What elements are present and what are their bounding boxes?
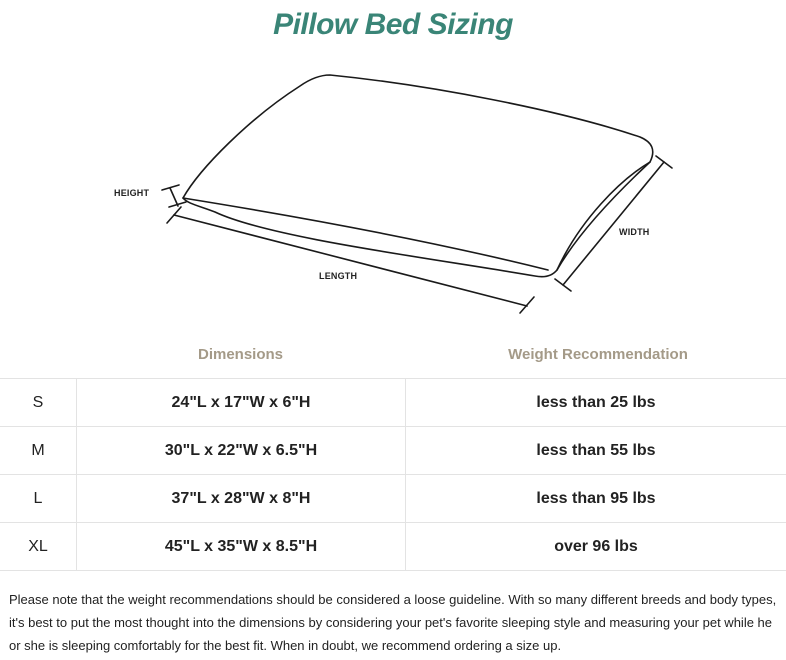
weight-cell: less than 25 lbs <box>406 379 786 427</box>
sizing-note: Please note that the weight recommendations should be considered a loose guideline. With so many different breeds and body types, it's best to put the most thought into the dimensions by considering your pet's favorite sleeping style and measuring your pet while he or she is sleeping comfortably for the best fit. When in doubt, we recommend ordering a size up. <box>9 592 777 653</box>
height-dimension <box>162 185 186 207</box>
dimensions-cell: 30"L x 22"W x 6.5"H <box>77 427 406 475</box>
table-row <box>0 475 786 523</box>
size-cell: S <box>0 379 77 427</box>
column-header-dimensions: Dimensions <box>197 346 284 363</box>
dimensions-cell: 37"L x 28"W x 8"H <box>77 475 406 523</box>
height-label: HEIGHT <box>114 188 150 198</box>
size-cell: M <box>0 427 77 475</box>
sizing-table <box>0 378 786 571</box>
pillow-fold <box>183 198 548 270</box>
table-row <box>0 523 786 571</box>
weight-cell: over 96 lbs <box>406 523 786 571</box>
weight-cell: less than 95 lbs <box>406 475 786 523</box>
table-row <box>0 427 786 475</box>
table-row <box>0 379 786 427</box>
dimensions-cell: 24"L x 17"W x 6"H <box>77 379 406 427</box>
pillow-side-fold <box>557 162 650 270</box>
weight-cell: less than 55 lbs <box>406 427 786 475</box>
width-label: WIDTH <box>619 227 650 237</box>
column-header-weight: Weight Recommendation <box>508 346 688 363</box>
size-cell: XL <box>0 523 77 571</box>
pillow-outline <box>183 75 653 277</box>
dimensions-cell: 45"L x 35"W x 8.5"H <box>77 523 406 571</box>
length-label: LENGTH <box>319 271 358 281</box>
width-dimension <box>555 156 672 291</box>
length-dimension <box>167 207 534 313</box>
size-cell: L <box>0 475 77 523</box>
page-title: Pillow Bed Sizing <box>273 8 513 41</box>
